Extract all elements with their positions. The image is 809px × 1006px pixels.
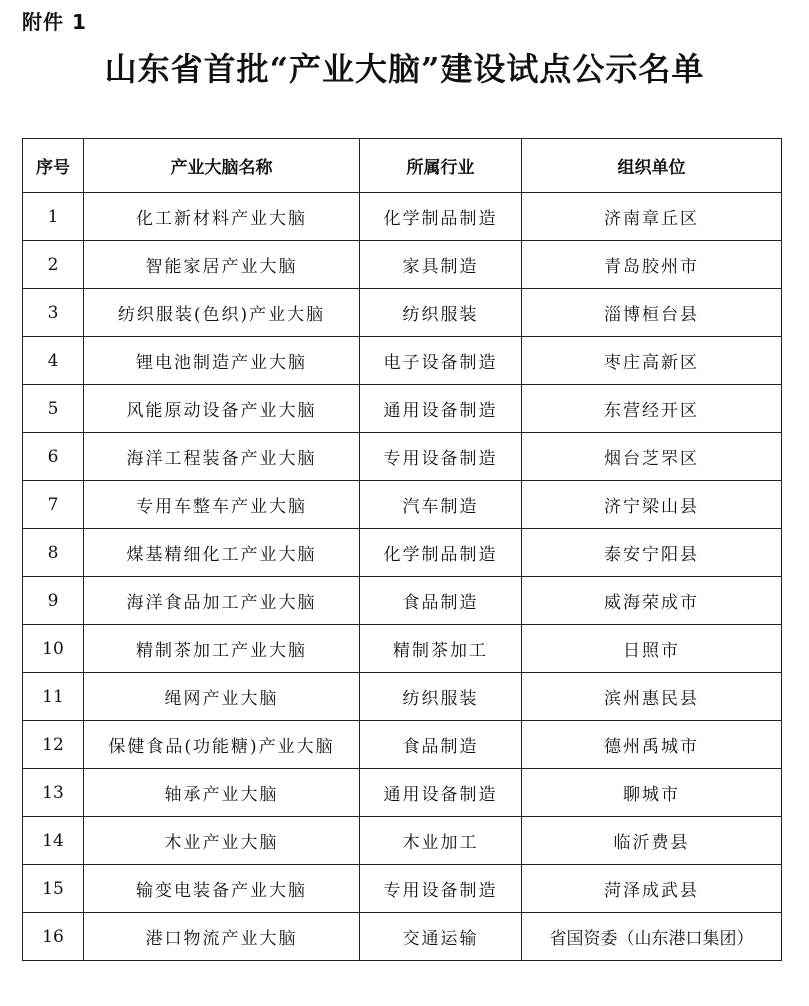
cell-brain-name: 风能原动设备产业大脑 <box>84 385 360 433</box>
header-org: 组织单位 <box>522 139 782 193</box>
cell-org: 菏泽成武县 <box>522 865 782 913</box>
cell-industry: 木业加工 <box>360 817 522 865</box>
cell-no: 10 <box>23 625 84 673</box>
cell-brain-name: 木业产业大脑 <box>84 817 360 865</box>
cell-no: 6 <box>23 433 84 481</box>
table-header-row <box>23 139 782 193</box>
cell-industry: 食品制造 <box>360 721 522 769</box>
cell-org: 德州禹城市 <box>522 721 782 769</box>
table-row <box>23 193 782 241</box>
cell-no: 15 <box>23 865 84 913</box>
cell-industry: 精制茶加工 <box>360 625 522 673</box>
table-body <box>23 193 782 961</box>
cell-no: 2 <box>23 241 84 289</box>
cell-industry: 交通运输 <box>360 913 522 961</box>
cell-brain-name: 专用车整车产业大脑 <box>84 481 360 529</box>
table-row <box>23 577 782 625</box>
header-name: 产业大脑名称 <box>84 139 360 193</box>
cell-brain-name: 纺织服装(色织)产业大脑 <box>84 289 360 337</box>
cell-no: 11 <box>23 673 84 721</box>
cell-industry: 通用设备制造 <box>360 385 522 433</box>
cell-org: 济南章丘区 <box>522 193 782 241</box>
cell-industry: 家具制造 <box>360 241 522 289</box>
cell-org: 临沂费县 <box>522 817 782 865</box>
cell-brain-name: 海洋工程装备产业大脑 <box>84 433 360 481</box>
table-row <box>23 241 782 289</box>
cell-no: 3 <box>23 289 84 337</box>
header-no: 序号 <box>23 139 84 193</box>
cell-industry: 化学制品制造 <box>360 193 522 241</box>
table-row <box>23 817 782 865</box>
cell-brain-name: 煤基精细化工产业大脑 <box>84 529 360 577</box>
cell-no: 9 <box>23 577 84 625</box>
table-row <box>23 769 782 817</box>
cell-org: 聊城市 <box>522 769 782 817</box>
cell-no: 13 <box>23 769 84 817</box>
cell-org: 威海荣成市 <box>522 577 782 625</box>
cell-org: 青岛胶州市 <box>522 241 782 289</box>
table-row <box>23 673 782 721</box>
cell-no: 5 <box>23 385 84 433</box>
cell-no: 8 <box>23 529 84 577</box>
table-row <box>23 865 782 913</box>
table-row <box>23 385 782 433</box>
cell-no: 7 <box>23 481 84 529</box>
cell-no: 4 <box>23 337 84 385</box>
cell-industry: 食品制造 <box>360 577 522 625</box>
header-industry: 所属行业 <box>360 139 522 193</box>
cell-brain-name: 锂电池制造产业大脑 <box>84 337 360 385</box>
cell-brain-name: 绳网产业大脑 <box>84 673 360 721</box>
cell-org: 滨州惠民县 <box>522 673 782 721</box>
cell-industry: 纺织服装 <box>360 289 522 337</box>
cell-org: 淄博桓台县 <box>522 289 782 337</box>
table-header <box>23 139 782 193</box>
cell-industry: 专用设备制造 <box>360 433 522 481</box>
cell-org: 济宁梁山县 <box>522 481 782 529</box>
cell-brain-name: 港口物流产业大脑 <box>84 913 360 961</box>
table-row <box>23 625 782 673</box>
cell-brain-name: 智能家居产业大脑 <box>84 241 360 289</box>
table-row <box>23 721 782 769</box>
cell-brain-name: 输变电装备产业大脑 <box>84 865 360 913</box>
cell-industry: 汽车制造 <box>360 481 522 529</box>
cell-brain-name: 海洋食品加工产业大脑 <box>84 577 360 625</box>
cell-brain-name: 化工新材料产业大脑 <box>84 193 360 241</box>
cell-no: 1 <box>23 193 84 241</box>
cell-brain-name: 精制茶加工产业大脑 <box>84 625 360 673</box>
table-row <box>23 337 782 385</box>
cell-industry: 电子设备制造 <box>360 337 522 385</box>
cell-industry: 通用设备制造 <box>360 769 522 817</box>
table-row <box>23 289 782 337</box>
cell-org: 东营经开区 <box>522 385 782 433</box>
table-row <box>23 913 782 961</box>
cell-no: 12 <box>23 721 84 769</box>
cell-brain-name: 轴承产业大脑 <box>84 769 360 817</box>
cell-industry: 纺织服装 <box>360 673 522 721</box>
table-row <box>23 433 782 481</box>
cell-brain-name: 保健食品(功能糖)产业大脑 <box>84 721 360 769</box>
table-row <box>23 529 782 577</box>
cell-org: 泰安宁阳县 <box>522 529 782 577</box>
page-title: 山东省首批“产业大脑”建设试点公示名单 <box>104 50 705 88</box>
cell-industry: 化学制品制造 <box>360 529 522 577</box>
table-row <box>23 481 782 529</box>
attachment-label: 附件 1 <box>22 10 87 34</box>
cell-org: 日照市 <box>522 625 782 673</box>
cell-industry: 专用设备制造 <box>360 865 522 913</box>
cell-org: 枣庄高新区 <box>522 337 782 385</box>
cell-no: 14 <box>23 817 84 865</box>
cell-no: 16 <box>23 913 84 961</box>
cell-org: 烟台芝罘区 <box>522 433 782 481</box>
pilot-list-table <box>22 138 782 961</box>
cell-org: 省国资委（山东港口集团） <box>522 913 782 961</box>
